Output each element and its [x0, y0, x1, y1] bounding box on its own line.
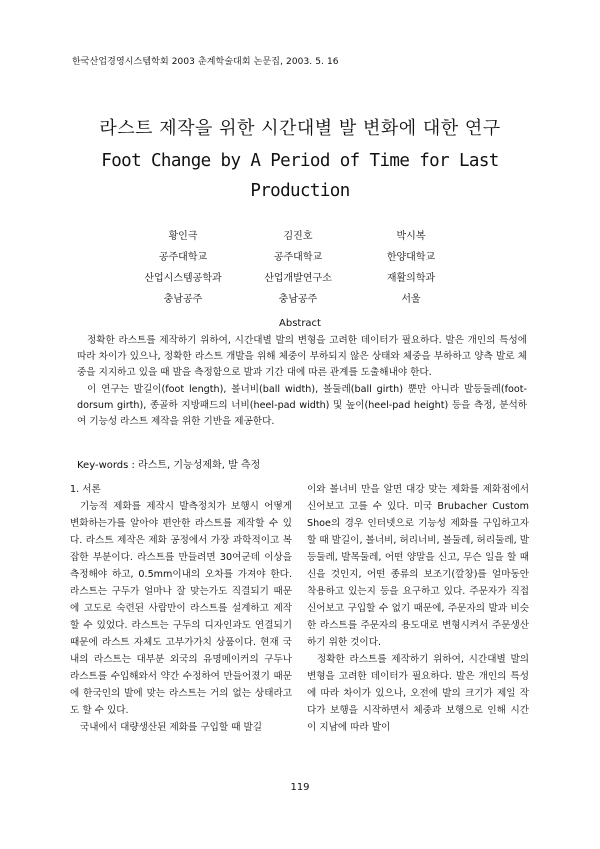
body-paragraph: 국내에서 대량생산된 제화를 구입할 때 발길	[80, 722, 263, 733]
author-department: 재활의학과	[386, 273, 436, 284]
body-paragraph: 정확한 라스트를 제작하기 위하여, 시간대별 발의 변형을 고려한 데이터가 필요하다. 발은 개인의 특성에 따라 차이가 있으나, 오전에 발의 크기가 제일 작다가 보행을 시작하면서 체중과 보행으로 인해 시간이 지남에 따라 발이	[307, 654, 529, 733]
author-name: 박시복	[396, 231, 426, 242]
author-department: 산업시스템공학과	[144, 273, 222, 284]
author-name: 황인극	[168, 231, 198, 242]
author-3	[341, 226, 481, 310]
section-heading: 1. 서론	[70, 484, 101, 495]
author-affiliation: 공주대학교	[158, 252, 208, 263]
author-affiliation: 공주대학교	[273, 252, 323, 263]
body-paragraph: 기능적 제화를 제작시 발측정치가 보행시 어떻게 변화하는가를 알아야 편안한 라스트를 제작할 수 있다. 라스트 제작은 제화 공정에서 가장 과학적이고 복잡한 부분이다. 라스트를 만들려면 30여군데 이상을 측정해야 하고, 0.5mm이내의 오차를 가져야 한다. 라스트는 구두가 얼마나 잘 맞는가도 직결되기 때문에 고도로 숙련된 사람만이 라스트를 설계하고 제작할 수 있었다. 라스트는 구두의 디자인과도 연결되기 때문에 라스트 자체도 고부가가치 상품이다. 현재 국내의 라스트는 대부분 외국의 유명메이커의 구두나 라스트를 수입해와서 약간 수정하여 만들어졌기 때문에 한국인의 발에 맞는 라스트는 거의 없는 상태라고도 할 수 있다.	[70, 501, 292, 716]
abstract-body	[77, 333, 527, 430]
body-column-right	[307, 481, 529, 736]
author-department: 산업개발연구소	[264, 273, 332, 284]
abstract-paragraph: 정확한 라스트를 제작하기 위하여, 시간대별 발의 변형을 고려한 데이터가 필요하다. 발은 개인의 특성에 따라 차이가 있으나, 정확한 라스트 개발을 위해 체중이 부하되지 않은 상태와 체중을 부하하고 양측 발로 체중을 지지하고 있을 때 발을 측정함으로 발과 기간 대에 따른 관계를 도출해내야 한다.	[77, 335, 527, 379]
page-number: 119	[290, 782, 310, 793]
abstract-heading: Abstract	[279, 318, 321, 329]
body-column-left	[70, 481, 292, 736]
author-name: 김진호	[283, 231, 313, 242]
running-header: 한국산업경영시스템학회 2003 춘계학술대회 논문집, 2003. 5. 16	[72, 57, 339, 67]
author-location: 충남공주	[163, 294, 203, 305]
author-location: 서울	[401, 294, 421, 305]
title-korean: 라스트 제작을 위한 시간대별 발 변화에 대한 연구	[99, 118, 501, 139]
body-paragraph: 이와 볼너비 만을 알면 대강 맞는 제화를 제화점에서 신어보고 고를 수 있다. 미국 Brubacher Custom Shoe의 경우 인터넷으로 기능성 제화를 구입하고자 할 때 발길이, 볼너비, 허리너비, 볼둘레, 허리둘레, 발등둘레, 발목둘레, 어떤 양말을 신고, 무슨 일을 할 때 신을 것인지, 어떤 종류의 보조기(깔창)를 얼마동안 착용하고 있는지 등을 요구하고 있다. 주문자가 직접 신어보고 구입할 수 없기 때문에, 주문자의 발과 비슷한 라스트를 주문자의 용도대로 변형시켜서 주문생산하기 위한 것이다.	[307, 484, 529, 648]
title-english: Foot Change by A Period of Time for Last Production	[101, 151, 499, 201]
author-affiliation: 한양대학교	[386, 252, 436, 263]
author-location: 충남공주	[278, 294, 318, 305]
abstract-paragraph: 이 연구는 발길이(foot length), 볼너비(ball width), 볼둘레(ball girth) 뿐만 아니라 발등둘레(foot-dorsum girth), 종골하 지방패드의 너비(heel-pad width) 및 높이(heel-pad height) 등을 측정, 분석하여 기능성 라스트 제작을 위한 기반을 제공한다.	[77, 383, 527, 428]
keywords: Key-words : 라스트, 기능성제화, 발 측정	[77, 460, 261, 471]
